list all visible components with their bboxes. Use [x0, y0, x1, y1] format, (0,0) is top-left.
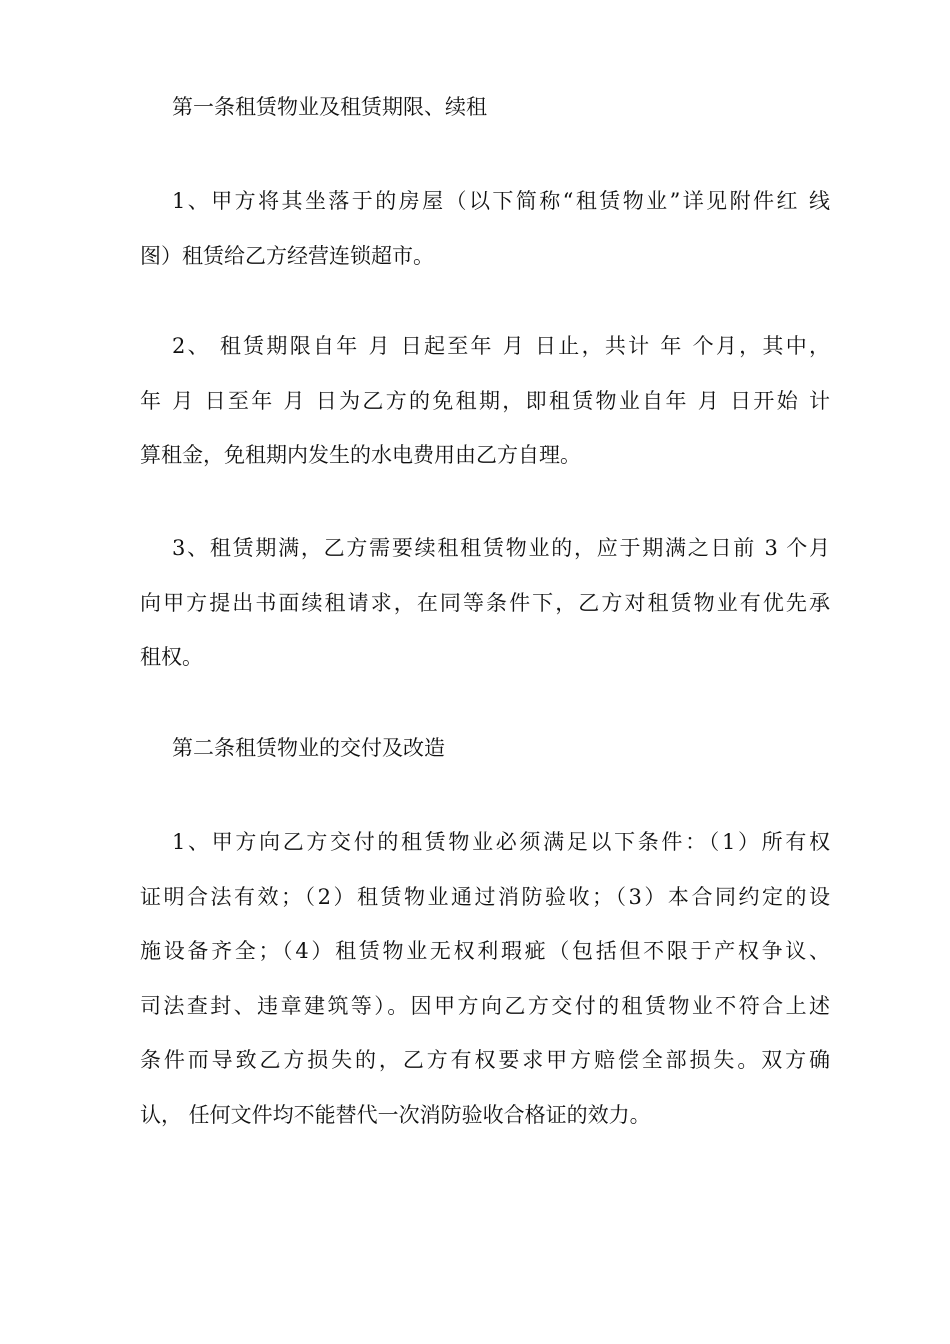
text-line: 认， 任何文件均不能替代一次消防验收合格证的效力。	[140, 1102, 651, 1127]
text-line: 司法查封、违章建筑等）。因甲方向乙方交付的租赁物业不符合上述	[140, 993, 830, 1018]
article-1-clause-2	[140, 319, 830, 483]
text-line: 租权。	[140, 645, 203, 669]
text-line: 算租金，免租期内发生的水电费用由乙方自理。	[140, 443, 581, 467]
text-line: 图）租赁给乙方经营连锁超市。	[140, 243, 434, 268]
text-line: 1、甲方将其坐落于的房屋（以下简称“租赁物业”详见附件红 线	[172, 189, 830, 213]
text-line: 向甲方提出书面续租请求，在同等条件下，乙方对租赁物业有优先承	[140, 590, 830, 615]
article-1-clause-1	[140, 174, 830, 283]
article-2-clause-1	[140, 815, 830, 1142]
text-line: 条件而导致乙方损失的，乙方有权要求甲方赔偿全部损失。双方确	[140, 1048, 830, 1072]
text-line: 1、甲方向乙方交付的租赁物业必须满足以下条件：（1）所有权	[172, 830, 830, 854]
text-line: 证明合法有效；（2）租赁物业通过消防验收；（3）本合同约定的设	[140, 884, 830, 909]
article-1-clause-3	[140, 521, 830, 685]
article-2-heading: 第二条租赁物业的交付及改造	[172, 736, 445, 760]
text-line: 施设备齐全；（4）租赁物业无权利瑕疵（包括但不限于产权争议、	[140, 939, 830, 963]
article-1-heading: 第一条租赁物业及租赁期限、续租	[172, 95, 487, 119]
text-line: 年 月 日至年 月 日为乙方的免租期，即租赁物业自年 月 日开始 计	[140, 388, 830, 413]
text-line: 3、租赁期满，乙方需要续租租赁物业的，应于期满之日前 3 个月	[172, 536, 830, 560]
text-line: 2、 租赁期限自年 月 日起至年 月 日止，共计 年 个月，其中，	[172, 334, 830, 358]
